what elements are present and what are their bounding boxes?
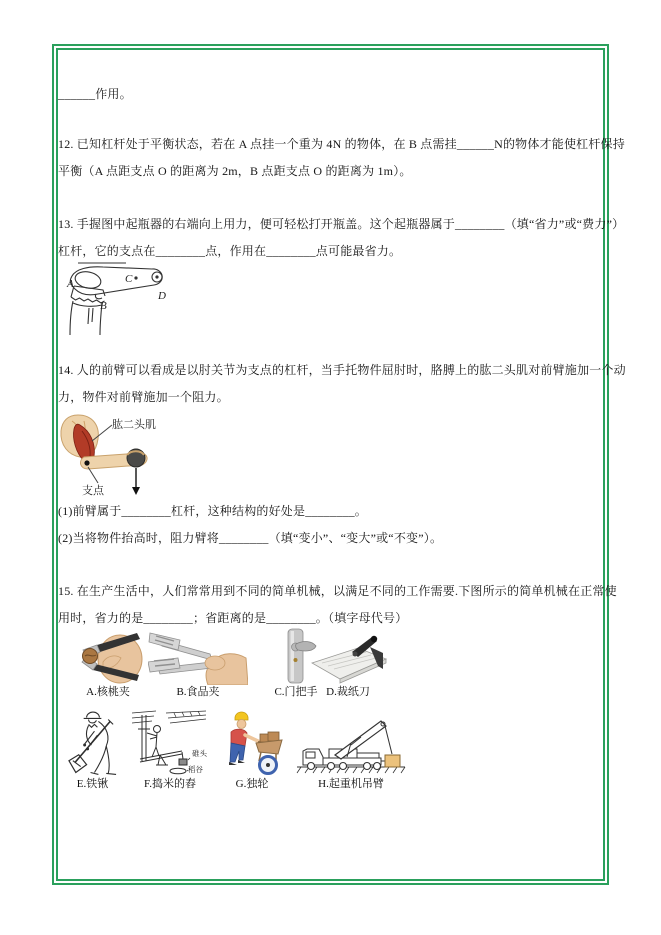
question-15 [58, 578, 617, 632]
bottle-opener-illustration [58, 256, 178, 338]
question-15-line-1: 15. 在生产生活中，人们常常用到不同的简单机械，以满足不同的工作需要.下图所示的简单机械在正常使 [58, 584, 617, 598]
item-label-g: G.独轮 [235, 778, 269, 790]
pestle-head-annotation: 碓头 [192, 749, 207, 758]
question-14 [58, 357, 626, 411]
rice-grain-annotation: 稻谷 [188, 765, 203, 774]
item-label-c: C.门把手 [274, 686, 318, 698]
question-14-sub-1-block [58, 498, 603, 525]
intro-line: ______作用。 [58, 87, 132, 101]
question-14-line-2: 力，物件对前臂施加一个阻力。 [58, 390, 229, 404]
intro-paragraph [58, 81, 603, 108]
paper-cutter-image [308, 635, 388, 685]
fulcrum-dot [84, 460, 89, 465]
item-label-e: E.铁锹 [76, 778, 109, 790]
item-label-b: B.食品夹 [176, 686, 220, 698]
fulcrum-label: 支点 [82, 485, 104, 497]
item-label-d: D.裁纸刀 [326, 686, 370, 698]
machine-item-h [295, 713, 407, 792]
question-15-line-2: 用时，省力的是________；省距离的是________。（填字母代号） [58, 611, 408, 625]
item-label-h: H.起重机吊臂 [318, 778, 384, 790]
item-label-a: A.核桃夹 [86, 686, 130, 698]
question-14-sub-1: (1)前臂属于________杠杆，这种结构的好处是________。 [58, 504, 367, 518]
opener-label-c: C [125, 273, 133, 285]
question-13-line-2: 杠杆，它的支点在________点，作用在________点可能最省力。 [58, 244, 402, 258]
question-12 [58, 131, 625, 185]
opener-label-b: B [100, 300, 107, 312]
forearm-lever-illustration [58, 413, 173, 505]
rice-pestle-image [130, 709, 210, 777]
nutcracker-image [73, 628, 143, 685]
question-14-line-1: 14. 人的前臂可以看成是以肘关节为支点的杠杆，当手托物件屈肘时，胳膊上的肱二头肌对前臂施加一个动 [58, 363, 626, 377]
question-12-line-2: 平衡（A 点距支点 O 的距离为 2m，B 点距支点 O 的距离为 1m）。 [58, 164, 412, 178]
food-tongs-image [148, 630, 248, 685]
biceps-label: 肱二头肌 [112, 419, 156, 431]
opener-ring-dot [155, 275, 158, 278]
wheelbarrow-image [218, 709, 286, 777]
opener-label-a: A [67, 278, 74, 290]
bottle-neck-top [73, 303, 102, 306]
machine-item-g [218, 713, 286, 792]
machine-item-b [148, 627, 248, 700]
opener-label-d: D [158, 290, 166, 302]
fulcrum-pointer-line [88, 467, 98, 483]
item-label-f: F.捣米的舂 [144, 778, 196, 790]
machine-item-f [130, 713, 210, 792]
crane-truck-image [295, 713, 407, 777]
machine-item-a [73, 627, 143, 700]
bottle-neck-left [70, 301, 73, 335]
machine-item-e [65, 713, 120, 792]
document-frame [52, 44, 626, 885]
machine-item-d [306, 627, 390, 700]
shovel-worker-image [65, 711, 120, 777]
force-arrow-head [132, 487, 140, 495]
question-14-sub-2-block [58, 525, 603, 552]
question-14-sub-2: (2)当将物件抬高时，阻力臂将________（填“变小”、“变大”或“不变”）。 [58, 531, 443, 545]
point-c-dot [134, 276, 137, 279]
question-12-line-1: 12. 已知杠杆处于平衡状态，若在 A 点挂一个重为 4N 的物体，在 B 点需挂______N的物体才能使杠杆保持 [58, 137, 625, 151]
bottle-opener-figure [58, 256, 178, 338]
forearm-figure [58, 413, 173, 505]
bottle-neck-inner [88, 308, 93, 324]
question-13-line-1: 13. 手握图中起瓶器的右端向上用力，便可轻松打开瓶盖。这个起瓶器属于________（填“省力”或“费力”） [58, 217, 625, 231]
